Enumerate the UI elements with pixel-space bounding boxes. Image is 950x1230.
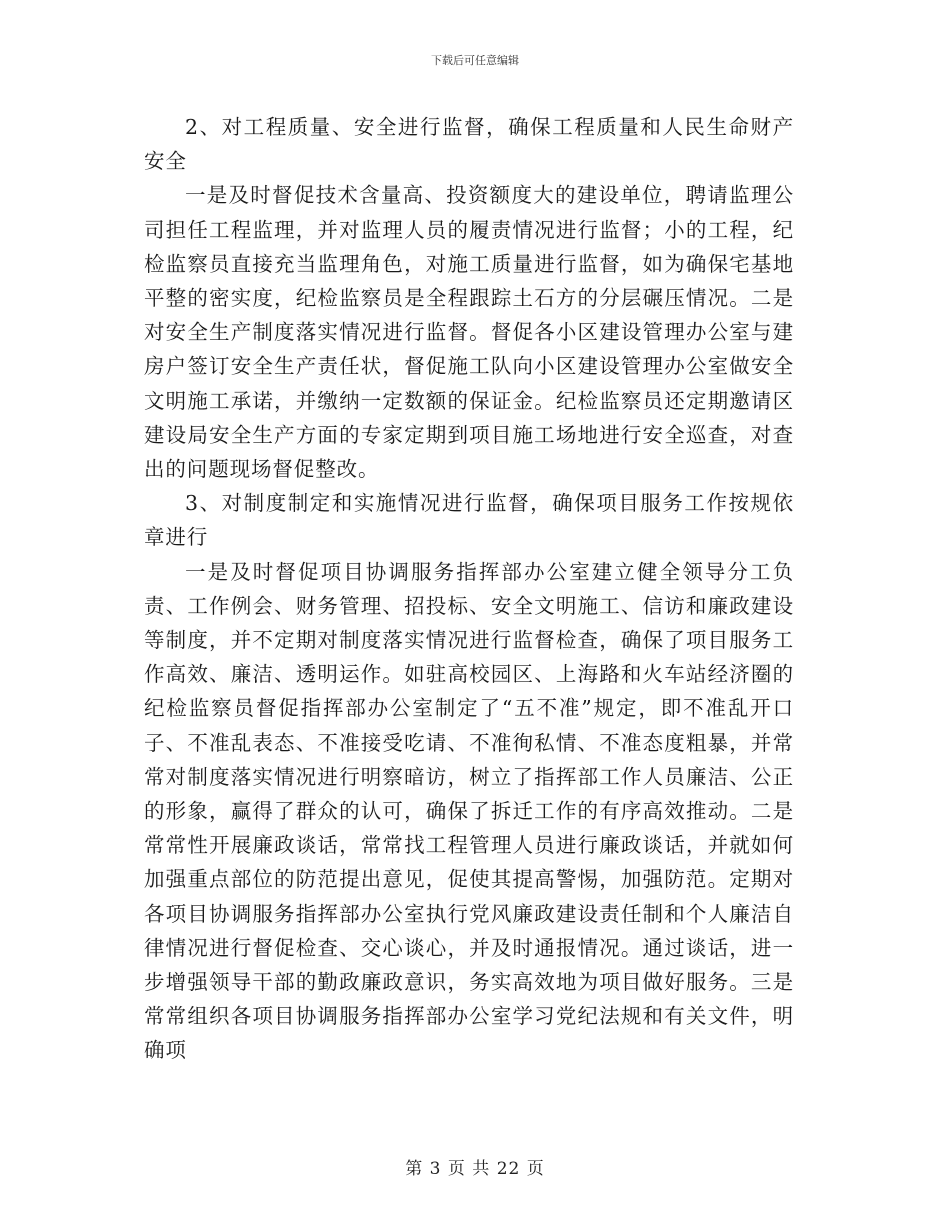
- page-number-footer: 第 3 页 共 22 页: [405, 1159, 545, 1179]
- body-paragraph: 一是及时督促技术含量高、投资额度大的建设单位，聘请监理公司担任工程监理，并对监理人员的履责情况进行监督；小的工程，纪检监察员直接充当监理角色，对施工质量进行监督，如为确保宅基地平整的密实度，纪检监察员是全程跟踪土石方的分层碾压情况。二是对安全生产制度落实情况进行监督。督促各小区建设管理办公室与建房户签订安全生产责任状，督促施工队向小区建设管理办公室做安全文明施工承诺，并缴纳一定数额的保证金。纪检监察员还定期邀请区建设局安全生产方面的专家定期到项目施工场地进行安全巡查，对查出的问题现场督促整改。: [144, 183, 794, 482]
- section-heading-2: 2、对工程质量、安全进行监督，确保工程质量和人民生命财产安全: [144, 115, 794, 174]
- section-heading-3: 3、对制度制定和实施情况进行监督，确保项目服务工作按规依章进行: [144, 491, 794, 550]
- page-header-note: 下载后可任意编辑: [431, 54, 519, 67]
- body-paragraph: 一是及时督促项目协调服务指挥部办公室建立健全领导分工负责、工作例会、财务管理、招投标、安全文明施工、信访和廉政建设等制度，并不定期对制度落实情况进行监督检查，确保了项目服务工作高效、廉洁、透明运作。如驻高校园区、上海路和火车站经济圈的纪检监察员督促指挥部办公室制定了“五不准”规定，即不准乱开口子、不准乱表态、不准接受吃请、不准徇私情、不准态度粗暴，并常常对制度落实情况进行明察暗访，树立了指挥部工作人员廉洁、公正的形象，赢得了群众的认可，确保了拆迁工作的有序高效推动。二是常常性开展廉政谈话，常常找工程管理人员进行廉政谈话，并就如何加强重点部位的防范提出意见，促使其提高警惕，加强防范。定期对各项目协调服务指挥部办公室执行党风廉政建设责任制和个人廉洁自律情况进行督促检查、交心谈心，并及时通报情况。通过谈话，进一步增强领导干部的勤政廉政意识，务实高效地为项目做好服务。三是常常组织各项目协调服务指挥部办公室学习党纪法规和有关文件，明确项: [144, 559, 794, 1063]
- document-body: [144, 110, 794, 1068]
